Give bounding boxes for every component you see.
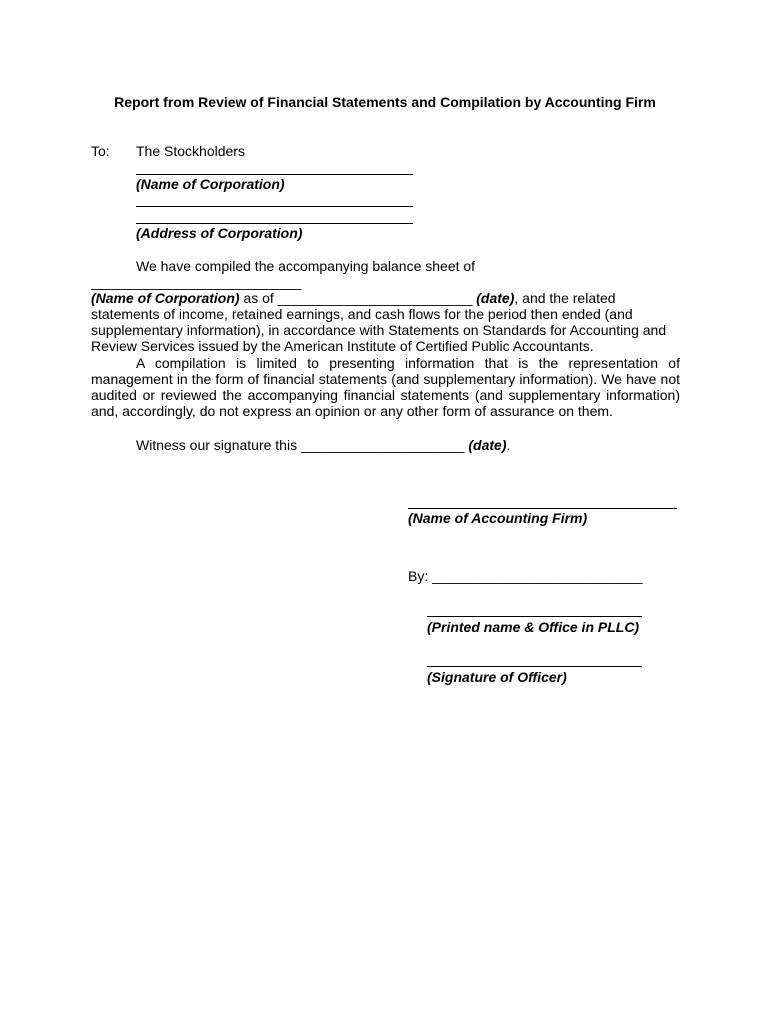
paragraph1-part2: as of <box>239 290 278 306</box>
paragraph1-corp-name: (Name of Corporation) <box>91 290 240 306</box>
witness-text: Witness our signature this <box>136 437 301 453</box>
paragraph1-part3: , and the related statements of income, retained earnings, and cash flows for the period then ended (and supplementary information), in accordance with Statements on Standards for Accounting and Review Services issued by the American Institute of Certified Public Accountants. <box>91 290 667 354</box>
signature-caption: (Signature of Officer) <box>427 669 567 685</box>
corp-name-caption: (Name of Corporation) <box>136 176 285 192</box>
recipient-text: The Stockholders <box>136 143 245 159</box>
firm-name-blank-line[interactable] <box>408 508 677 509</box>
as-of-date-blank[interactable]: _________________________ <box>277 290 473 306</box>
witness-date-blank[interactable]: _____________________ <box>300 437 465 453</box>
balance-sheet-blank[interactable]: ___________________________ <box>91 274 302 290</box>
by-blank[interactable]: ___________________________ <box>432 568 643 584</box>
paragraph1-date-label: (date) <box>476 290 515 306</box>
witness-line <box>136 437 510 453</box>
document-title: Report from Review of Financial Statements and Compilation by Accounting Firm <box>114 94 656 110</box>
by-line <box>408 568 642 584</box>
corp-address-blank-line-1[interactable] <box>136 206 413 207</box>
printed-name-caption: (Printed name & Office in PLLC) <box>427 619 640 635</box>
corp-name-blank-line[interactable] <box>136 174 413 175</box>
corp-address-caption: (Address of Corporation) <box>136 225 303 241</box>
limitation-paragraph: A compilation is limited to presenting information that is the representation of management in the form of financial statements (and supplementary information). We have not audited or reviewed the accompanying financial statements (and supplementary information) and, accordingly, do not express an opinion or any other form of assurance on them. <box>91 355 680 419</box>
witness-date-label: (date) <box>468 437 507 453</box>
compilation-paragraph <box>91 258 680 354</box>
firm-name-caption: (Name of Accounting Firm) <box>408 510 588 526</box>
printed-name-blank-line[interactable] <box>427 616 642 617</box>
paragraph1-part1: We have compiled the accompanying balance sheet of <box>136 258 476 274</box>
to-label: To: <box>91 143 110 159</box>
signature-blank-line[interactable] <box>427 666 642 667</box>
by-label: By: <box>408 568 433 584</box>
corp-address-blank-line-2[interactable] <box>136 223 413 224</box>
witness-end: . <box>506 437 511 453</box>
